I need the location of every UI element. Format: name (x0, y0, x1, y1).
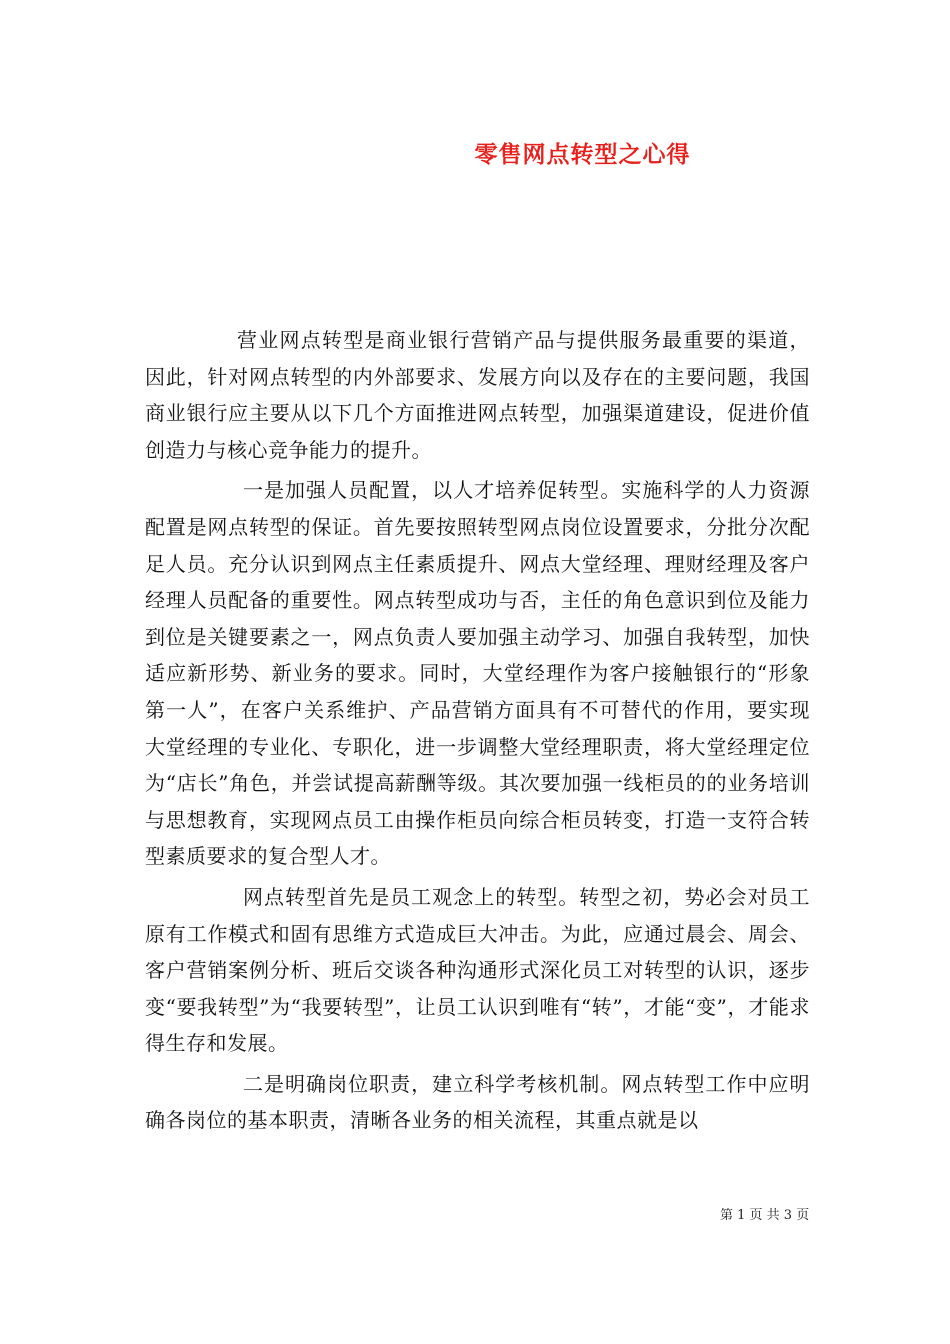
paragraph-staffing: 一是加强人员配置，以人才培养促转型。实施科学的人力资源配置是网点转型的保证。首先要按照转型网点岗位设置要求，分批分次配足人员。充分认识到网点主任素质提升、网点大堂经理、理财经理及客户经理人员配备的重要性。网点转型成功与否，主任的角色意识到位及能力到位是关键要素之一，网点负责人要加强主动学习、加强自我转型，加快适应新形势、新业务的要求。同时，大堂经理作为客户接触银行的“形象第一人”，在客户关系维护、产品营销方面具有不可替代的作用，要实现大堂经理的专业化、专职化，进一步调整大堂经理职责，将大堂经理定位为“店长”角色，并尝试提高薪酬等级。其次要加强一线柜员的的业务培训与思想教育，实现网点员工由操作柜员向综合柜员转变，打造一支符合转型素质要求的复合型人才。 (145, 478, 810, 869)
paragraph-responsibilities: 二是明确岗位职责，建立科学考核机制。网点转型工作中应明确各岗位的基本职责，清晰各业务的相关流程，其重点就是以 (145, 1071, 810, 1133)
page-number: 第 1 页 共 3 页 (720, 1208, 810, 1223)
paragraph-intro: 营业网点转型是商业银行营销产品与提供服务最重要的渠道，因此，针对网点转型的内外部要求、发展方向以及存在的主要问题，我国商业银行应主要从以下几个方面推进网点转型，加强渠道建设，促进价值创造力与核心竞争能力的提升。 (145, 328, 810, 462)
paragraph-mindset: 网点转型首先是员工观念上的转型。转型之初，势必会对员工原有工作模式和固有思维方式造成巨大冲击。为此，应通过晨会、周会、客户营销案例分析、班后交谈各种沟通形式深化员工对转型的认识，逐步变“要我转型”为“我要转型”，让员工认识到唯有“转”，才能“变”，才能求得生存和发展。 (145, 884, 810, 1056)
document-body (145, 322, 810, 1143)
document-title: 零售网点转型之心得 (474, 141, 691, 168)
